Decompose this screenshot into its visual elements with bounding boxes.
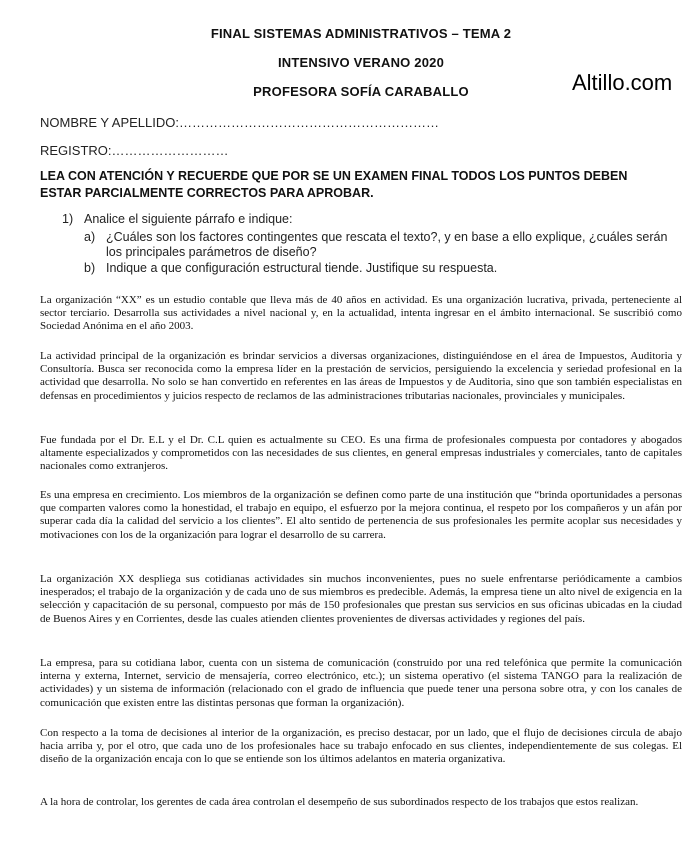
- exam-title: FINAL SISTEMAS ADMINISTRATIVOS – TEMA 2: [210, 26, 512, 41]
- exam-professor: PROFESORA SOFÍA CARABALLO: [253, 84, 469, 99]
- paragraph: La actividad principal de la organización es brindar servicios a diversas organizaciones, distinguiéndose en el área de Impuestos, Auditoria y Consultoría. Busca ser reconocida como la empresa líder en la prestación de servicios, persiguiendo la excelencia y seriedad profesional en la actividad que desarrolla. No solo se han convertido en referentes en las áreas de Impuestos y de Auditoria, sino que son también especialistas en defensas en procedimientos y juicios respecto de reclamos de las administraciones tributarias nacionales, provinciales y municipales.: [40, 350, 682, 402]
- paragraph: Con respecto a la toma de decisiones al interior de la organización, es preciso destacar, por un lado, que el flujo de decisiones circula de abajo hacia arriba y, por el otro, que cada uno de los profesionales hace su trabajo enfocado en sus clientes, independientemente de sus colegas. El diseño de la organización encaja con lo que se entiende son los últimos adelantos en materia organizativa.: [40, 727, 682, 766]
- item-letter: b): [84, 261, 96, 275]
- question-1: [62, 212, 292, 226]
- question-item-a: [84, 230, 684, 260]
- name-field: NOMBRE Y APELLIDO:……………………………………………………: [40, 115, 439, 130]
- paragraph: Fue fundada por el Dr. E.L y el Dr. C.L quien es actualmente su CEO. Es una firma de profesionales compuesta por contadores y abogados altamente especializados y comprometidos con las necesidades de sus clientes, en general empresas industriales y comerciales, tanto de capitales nacionales como extranjeros.: [40, 434, 682, 473]
- question-number: 1): [62, 212, 74, 226]
- question-item-b: [84, 261, 684, 276]
- question-text: Analice el siguiente párrafo e indique:: [84, 212, 293, 226]
- exam-subtitle: INTENSIVO VERANO 2020: [277, 55, 445, 70]
- exam-notice: LEA CON ATENCIÓN Y RECUERDE QUE POR SE UN EXAMEN FINAL TODOS LOS PUNTOS DEBEN ESTAR PARCIALMENTE CORRECTOS PARA APROBAR.: [40, 169, 628, 200]
- item-text: Indique a que configuración estructural tiende. Justifique su respuesta.: [106, 261, 498, 275]
- item-letter: a): [84, 230, 96, 244]
- watermark-logo: Altillo.com: [572, 70, 673, 95]
- paragraph: La empresa, para su cotidiana labor, cuenta con un sistema de comunicación (construido por una red telefónica que permite la comunicación interna y externa, Internet, servicio de mensajería, correo electrónico, etc.); un sistema operativo (el sistema TANGO para la realización de actividades) y un sistema de información (relacionado con el grado de influencia que puede tener una persona sobre otra, y con los canales de comunicación que existen entre las distintas personas que forman la organización).: [40, 657, 682, 709]
- registry-field: REGISTRO:………………………: [40, 143, 229, 158]
- paragraph: La organización “XX” es un estudio contable que lleva más de 40 años en actividad. Es una organización lucrativa, privada, perteneciente al sector terciario. Desarrolla sus actividades a nivel nacional y, en la actualidad, intenta ingresar en el ámbito internacional. Se suscribió como Sociedad Anónima en el año 2003.: [40, 294, 682, 333]
- paragraph: A la hora de controlar, los gerentes de cada área controlan el desempeño de sus subordinados respecto de los trabajos que estos realizan.: [40, 796, 639, 808]
- paragraph: La organización XX despliega sus cotidianas actividades sin muchos inconvenientes, pues no suele enfrentarse periódicamente a cambios inesperados; el trabajo de la organización y de cada uno de sus miembros es predecible. Además, la empresa tiene un alto nivel de exigencia en la selección y capacitación de su personal, compuesto por más de 150 profesionales que prestan sus servicios en sus oficinas ubicadas en la ciudad de Buenos Aires y en Corrientes, desde las cuales atienden clientes provenientes de diversas actividades y regiones del país.: [40, 573, 682, 625]
- paragraph: Es una empresa en crecimiento. Los miembros de la organización se definen como parte de una institución que “brinda oportunidades a personas que comparten valores como la honestidad, el trabajo en equipo, el esfuerzo por la mejora continua, el respeto por los compañeros y un afán por superar cada día la calidad del servicio a los clientes”. El alto sentido de pertenencia de sus profesionales les permite acoplar sus necesidades y motivaciones con los de la organización para lograr el desarrollo de su carrera.: [40, 489, 682, 541]
- item-text: ¿Cuáles son los factores contingentes que rescata el texto?, y en base a ello explique, ¿cuáles serán los principales parámetros de diseño?: [106, 230, 668, 259]
